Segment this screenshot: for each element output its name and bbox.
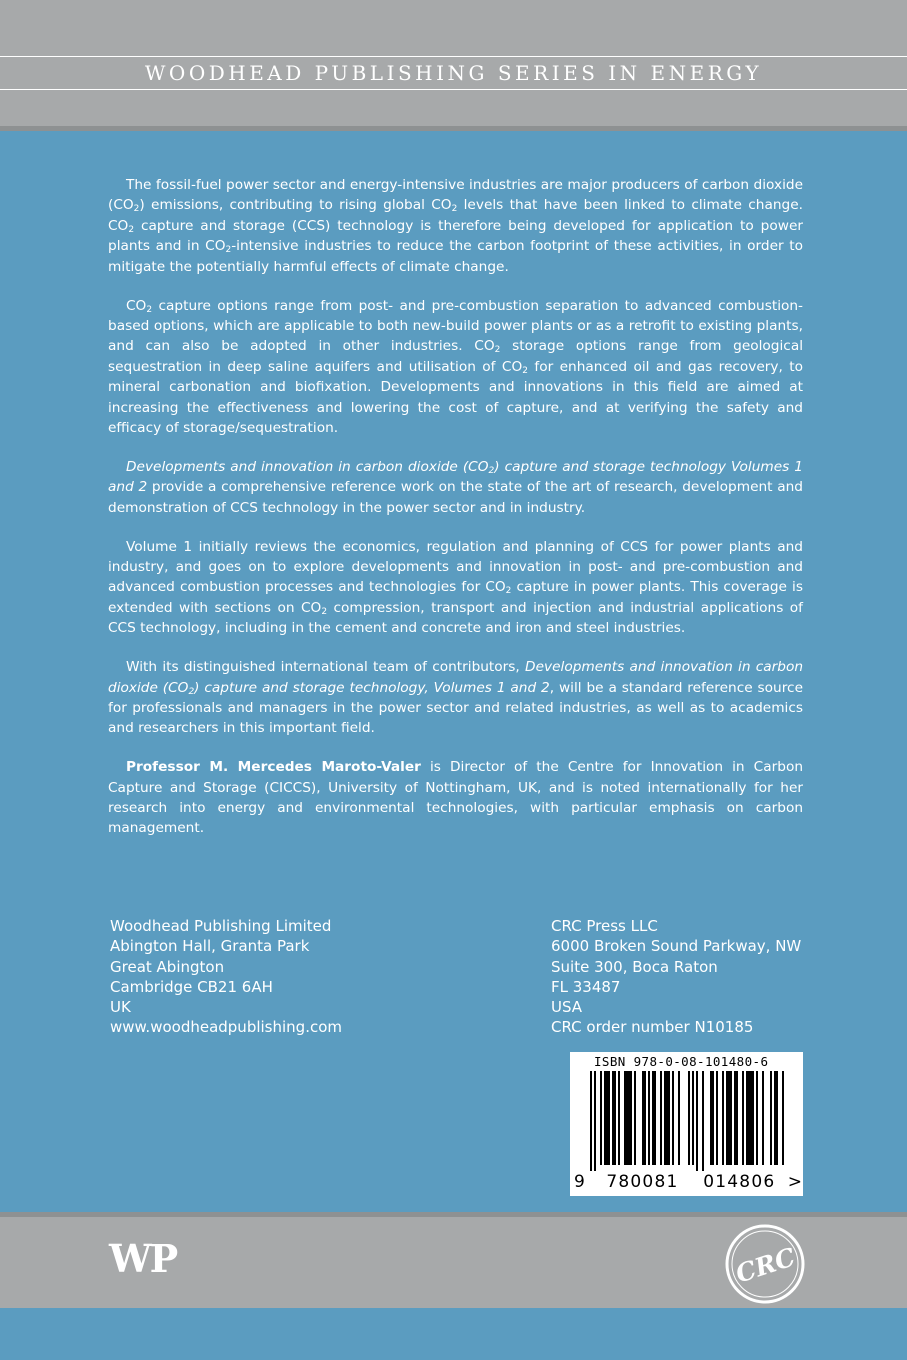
- barcode-bar: [600, 1071, 602, 1165]
- barcode-bar: [762, 1071, 764, 1165]
- barcode-bar: [696, 1071, 698, 1171]
- barcode-bar: [660, 1071, 662, 1165]
- paragraph-capture-options: $CO_2$ capture options range from post- and pre-combustion separation to advanced combustion-based options, which are applicable to both new-build power plants or as a retrofit to existing plants, and can also be adopted in other industries. $CO_2$ storage options range from geological sequestration in deep saline aquifers and utilisation of $CO_2$ for enhanced oil and gas recovery, to mineral carbonation and biofixation. Developments and innovations in this field are aimed at increasing the effectiveness and lowering the cost of capture, and at verifying the safety and efficacy of storage/sequestration.: [108, 297, 804, 436]
- wp-logo: WP: [109, 1236, 177, 1281]
- barcode-bar: [782, 1071, 784, 1165]
- paragraph-book-summary: Developments and innovation in carbon dioxide $(CO_2)$ capture and storage technology Volumes 1 and 2 provide a comprehensive reference work on the state of the art of research, development and demonstration of CCS technology in the power sector and in industry.: [108, 458, 803, 516]
- publisher-url: www.woodheadpublishing.com: [110, 1018, 342, 1037]
- series-title: WOODHEAD PUBLISHING SERIES IN ENERGY: [0, 56, 907, 90]
- barcode-bar: [590, 1071, 592, 1171]
- distributor-address: [551, 916, 801, 1038]
- barcode-bar: [716, 1071, 718, 1165]
- barcode-bar: [726, 1071, 732, 1165]
- body-text: [108, 175, 803, 857]
- paragraph-intro: The fossil-fuel power sector and energy-intensive industries are major producers of carbon dioxide $(CO_2)$ emissions, contributing to rising global $CO_2$ levels that have been linked to climate change. $CO_2$ capture and storage (CCS) technology is therefore being developed for application to power plants and in $CO_2$-intensive industries to reduce the carbon footprint of these activities, in order to mitigate the potentially harmful effects of climate change.: [108, 177, 804, 275]
- address-line: CRC Press LLC: [551, 917, 658, 935]
- barcode-bar: [652, 1071, 656, 1165]
- barcode-lead-digit: 9: [574, 1172, 585, 1192]
- address-line: 6000 Broken Sound Parkway, NW: [551, 937, 802, 956]
- paragraph-editor-bio: Professor M. Mercedes Maroto-Valer is Director of the Centre for Innovation in Carbon Capture and Storage (CICCS), University of Nottingham, UK, and is noted internationally for her research into energy and environmental technologies, with particular emphasis on carbon management.: [108, 759, 803, 837]
- barcode-bar: [688, 1071, 690, 1165]
- barcode-bar: [702, 1071, 704, 1171]
- barcode-arrow: >: [787, 1172, 802, 1192]
- barcode-bar: [710, 1071, 714, 1165]
- barcode-bar: [672, 1071, 674, 1165]
- barcode-bar: [618, 1071, 620, 1165]
- barcode-bar: [612, 1071, 616, 1165]
- barcode-bar: [734, 1071, 738, 1165]
- barcode-bar: [742, 1071, 744, 1165]
- address-line: Abington Hall, Granta Park: [110, 937, 310, 956]
- barcode-bar: [634, 1071, 636, 1165]
- barcode-bar: [678, 1071, 680, 1165]
- address-line: UK: [110, 998, 131, 1017]
- crc-logo: [723, 1222, 807, 1306]
- isbn-label: ISBN 978-0-08-101480-6: [594, 1054, 769, 1069]
- paragraph-contributors: With its distinguished international team of contributors, Developments and innovation in carbon dioxide $(CO_2)$ capture and storage technology, Volumes 1 and 2, will be a standard reference source for professionals and managers in the power sector and related industries, as well as to academics and researchers in this important field.: [108, 659, 804, 737]
- barcode-bar: [746, 1071, 754, 1165]
- address-line: Suite 300, Boca Raton: [551, 957, 718, 976]
- publisher-address: [110, 916, 342, 1038]
- barcode-bar: [774, 1071, 778, 1165]
- barcode-group-2: 014806: [703, 1172, 776, 1192]
- barcode-bar: [624, 1071, 632, 1165]
- address-line: Woodhead Publishing Limited: [110, 917, 332, 935]
- barcode-bars: [590, 1071, 786, 1171]
- barcode-bar: [648, 1071, 650, 1165]
- barcode-bar: [756, 1071, 758, 1165]
- paragraph-volume-1: Volume 1 initially reviews the economics, regulation and planning of CCS for power plants and industry, and goes on to explore developments and innovation in post- and pre-combustion and advanced combustion processes and technologies for $CO_2$ capture in power plants. This coverage is extended with sections on $CO_2$ compression, transport and injection and industrial applications of CCS technology, including in the cement and concrete and iron and steel industries.: [108, 538, 803, 637]
- barcode-group-1: 780081: [606, 1172, 679, 1192]
- barcode-digits: [574, 1172, 802, 1192]
- barcode-bar: [664, 1071, 670, 1165]
- address-line: FL 33487: [551, 977, 621, 996]
- barcode-bar: [770, 1071, 772, 1165]
- address-line: Cambridge CB21 6AH: [110, 977, 273, 996]
- barcode-bar: [722, 1071, 724, 1165]
- address-line: USA: [551, 998, 583, 1017]
- crc-logo-text: CRC: [732, 1242, 799, 1289]
- address-line: Great Abington: [110, 957, 225, 976]
- isbn-barcode: [570, 1052, 803, 1196]
- barcode-bar: [642, 1071, 646, 1165]
- barcode-bar: [594, 1071, 596, 1171]
- order-number: CRC order number N10185: [551, 1018, 754, 1037]
- barcode-bar: [692, 1071, 694, 1165]
- barcode-bar: [604, 1071, 610, 1165]
